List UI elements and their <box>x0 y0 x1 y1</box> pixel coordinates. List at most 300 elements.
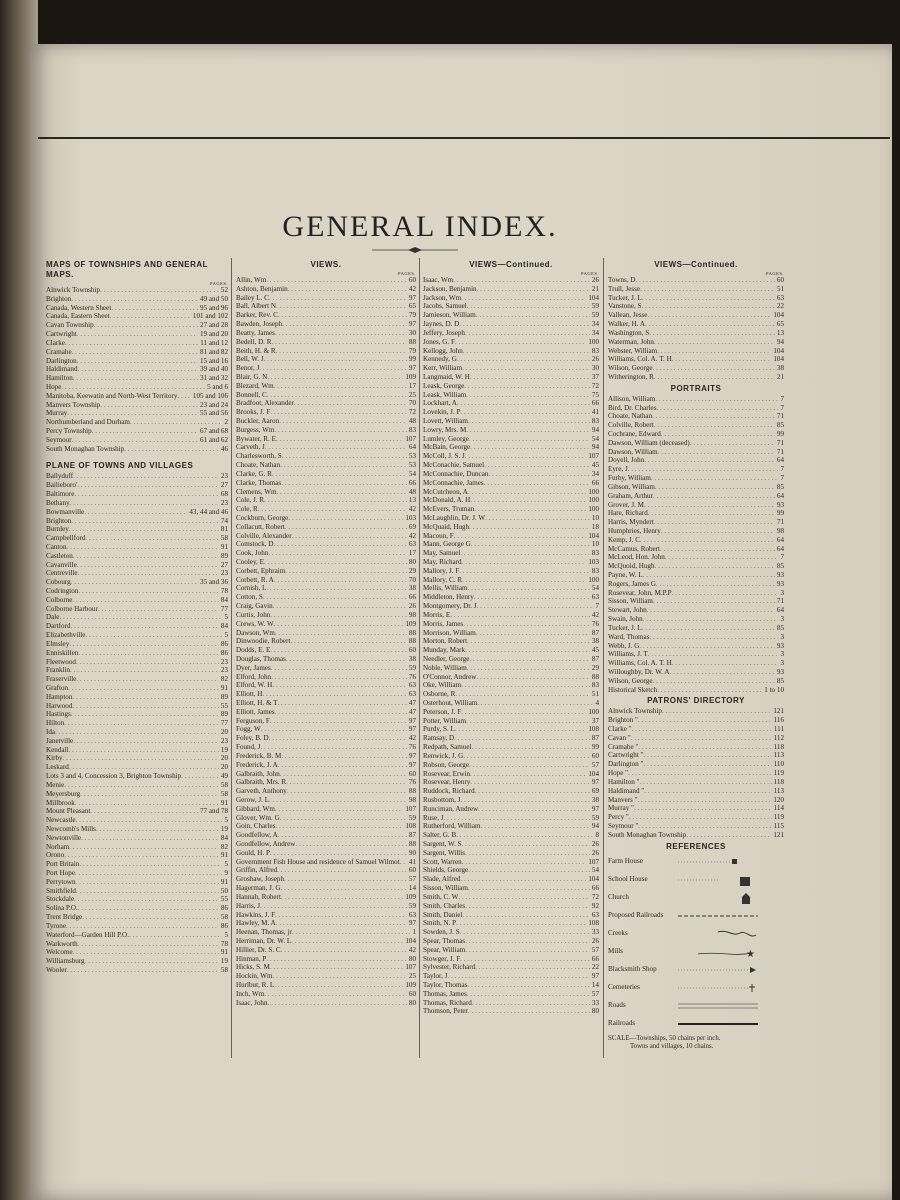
entry-page: 7 <box>780 553 784 562</box>
entry-name: Grafton <box>46 683 69 692</box>
entry-name: Meyersburg <box>46 789 81 798</box>
entry-page: 57 <box>591 945 599 954</box>
entry-page: 64 <box>776 606 784 615</box>
entry-name: Doyell, John <box>608 456 645 465</box>
entry-name: Cobourg <box>46 578 71 587</box>
entry-name: Colville, Alexander <box>236 531 292 540</box>
entry-name: Galbraith, Mrs. R <box>236 778 287 787</box>
entry-name: Vallean, Jesse <box>608 311 648 320</box>
leader-dots <box>286 778 407 787</box>
leader-dots <box>469 523 590 532</box>
leader-dots <box>260 743 406 752</box>
leader-dots <box>270 717 407 726</box>
entry-name: McConnachie, Duncan <box>423 469 489 478</box>
leader-dots <box>453 276 590 285</box>
leader-dots <box>266 584 407 593</box>
entry-name: Washington, S <box>608 328 650 337</box>
entry-page: 78 <box>220 587 228 595</box>
entry-name: Kirby <box>46 754 63 763</box>
leader-dots <box>73 472 219 481</box>
entry-name: Sargent, Willis <box>423 848 466 857</box>
index-entry <box>608 597 784 606</box>
entry-page: 109 <box>405 372 416 381</box>
entry-page: 60 <box>408 989 416 998</box>
entry-name: Cochrane, Edward <box>608 430 661 438</box>
index-entry <box>236 911 416 920</box>
entry-page: 58 <box>220 780 228 789</box>
index-entry <box>236 426 416 435</box>
index-entry <box>236 532 416 541</box>
leader-dots <box>73 737 219 746</box>
leader-dots <box>275 822 403 831</box>
entry-page: 97 <box>408 725 416 734</box>
entry-name: Morrison, William <box>423 628 476 637</box>
entry-name: Dawson, William <box>608 447 658 456</box>
entry-name: Rutherford, William <box>423 822 481 831</box>
index-entry <box>46 666 228 675</box>
entry-name: Cavan Township <box>46 321 94 330</box>
entry-name: Sargent, W. S <box>423 840 462 848</box>
entry-name: Graham, Arthur <box>608 491 653 500</box>
entry-name: McConnachie, James <box>423 478 484 487</box>
leader-dots <box>272 470 407 479</box>
entry-page: 72 <box>591 381 599 390</box>
index-entry <box>608 448 784 457</box>
entry-page: 53 <box>408 452 416 461</box>
leader-dots <box>67 966 219 975</box>
entry-name: Colborne Harbour <box>46 604 98 613</box>
index-entry <box>236 734 416 743</box>
entry-page: 3 <box>780 615 784 624</box>
entry-name: Bawden, Joseph <box>236 320 283 329</box>
entry-name: Colville, Robert <box>608 421 654 430</box>
entry-page: 5 <box>224 631 228 640</box>
entry-page: 68 <box>220 490 228 499</box>
entry-page: 74 <box>220 516 228 525</box>
entry-name: Thomson, Peter <box>423 1007 468 1016</box>
leader-dots <box>461 708 586 717</box>
leader-dots <box>275 708 407 717</box>
leader-dots <box>468 488 586 497</box>
entry-page: 60 <box>408 769 416 778</box>
leader-dots <box>73 948 219 957</box>
index-entry <box>423 620 599 629</box>
index-entry <box>236 470 416 479</box>
title-flourish <box>370 246 460 254</box>
entry-name: O'Connor, Andrew <box>423 672 477 681</box>
index-entry <box>236 840 416 849</box>
index-entry <box>46 693 228 702</box>
entry-page: 65 <box>776 320 784 329</box>
leader-dots <box>266 276 407 285</box>
index-entry <box>608 285 784 294</box>
entry-name: Dawson, William (deceased) <box>608 438 690 447</box>
leader-dots <box>462 911 589 920</box>
entry-page: 57 <box>591 760 599 769</box>
entry-page: 14 <box>591 981 599 989</box>
entry-name: Found, J <box>236 743 261 752</box>
entry-name: Bedell, D. R <box>236 337 272 346</box>
entry-name: Clarke, G. R <box>236 469 272 478</box>
entry-page: 23 <box>220 569 228 578</box>
entry-page: 94 <box>776 337 784 346</box>
index-entry <box>46 675 228 684</box>
index-entry <box>46 409 228 418</box>
entry-name: Frederick, J. A <box>236 760 278 769</box>
index-entry <box>46 719 228 728</box>
index-entry <box>423 347 599 356</box>
leader-dots <box>640 285 775 294</box>
index-entry <box>46 913 228 922</box>
entry-page: 14 <box>408 884 416 893</box>
entry-page: 21 <box>591 284 599 293</box>
index-entry <box>608 580 784 589</box>
leader-dots <box>484 479 590 488</box>
leader-dots <box>278 311 407 320</box>
entry-page: 48 <box>408 487 416 496</box>
leader-dots <box>70 666 219 675</box>
leader-dots <box>74 490 219 499</box>
leader-dots <box>644 456 775 465</box>
leader-dots <box>468 884 590 893</box>
index-entry <box>46 401 228 410</box>
entry-page: 93 <box>776 579 784 588</box>
entry-page: 63 <box>408 910 416 919</box>
entry-name: Scott, Warren <box>423 857 462 866</box>
entry-page: 88 <box>591 672 599 681</box>
entry-page: 46 <box>220 444 228 453</box>
entry-name: Blezard, Wm <box>236 381 274 390</box>
entry-name: Port Hope <box>46 869 75 877</box>
leader-dots <box>77 330 198 339</box>
index-entry <box>46 383 228 392</box>
index-entry <box>236 584 416 593</box>
index-entry <box>423 461 599 470</box>
leader-dots <box>295 840 406 849</box>
index-entry <box>236 831 416 840</box>
index-entry <box>236 805 416 814</box>
index-entry <box>236 664 416 673</box>
entry-name: Hannah, Robert <box>236 892 281 901</box>
leader-dots <box>470 443 590 452</box>
entry-name: Carveth, J <box>236 443 265 452</box>
index-entry <box>236 778 416 787</box>
index-entry <box>46 940 228 949</box>
school-house-symbol-icon <box>678 873 758 887</box>
entry-name: Oke, William <box>423 681 462 690</box>
entry-name: Morton, Robert <box>423 637 468 646</box>
leader-dots <box>285 523 407 532</box>
entry-page: 84 <box>220 833 228 842</box>
entry-name: Hamilton <box>46 374 73 383</box>
leader-dots <box>460 549 590 558</box>
entry-name: Bowmanville <box>46 507 85 516</box>
entry-name: McColl, J. S. J <box>423 452 465 461</box>
entry-page: 105 and 106 <box>192 391 228 400</box>
entry-page: 79 <box>408 311 416 320</box>
entry-page: 57 <box>591 989 599 998</box>
index-entry <box>236 452 416 461</box>
farm-house-symbol-icon <box>678 859 738 865</box>
index-entry <box>236 505 416 514</box>
entry-page: 60 <box>408 646 416 655</box>
entry-page: 99 <box>776 509 784 518</box>
leader-dots <box>79 860 222 869</box>
leader-dots <box>657 347 771 356</box>
index-entry <box>46 843 228 852</box>
entry-page: 31 and 32 <box>200 374 228 383</box>
entry-name: Seymour " <box>608 821 639 830</box>
entry-name: Trent Bridge <box>46 913 83 922</box>
index-entry <box>608 716 784 725</box>
top-border-rule <box>38 137 890 139</box>
leader-dots <box>181 772 219 781</box>
entry-name: Manvers Township <box>46 400 101 409</box>
entry-page: 76 <box>408 743 416 752</box>
leader-dots <box>72 596 219 605</box>
entry-name: Sisson, William <box>423 884 468 893</box>
column-views-portraits-patrons <box>608 258 784 1051</box>
section-heading-maps: MAPS OF TOWNSHIPS AND GENERAL MAPS. <box>46 260 208 279</box>
leader-dots <box>654 373 775 382</box>
entry-name: Alnwick Township <box>608 707 662 716</box>
leader-dots <box>77 481 219 490</box>
entry-page: 3 <box>780 588 784 597</box>
entry-name: McQuoid, Hugh <box>608 562 655 571</box>
index-entry <box>236 435 416 444</box>
index-entry <box>423 990 599 999</box>
index-entry <box>236 602 416 611</box>
entry-page: 98 <box>408 795 416 804</box>
entry-page: 29 <box>591 663 599 672</box>
entry-page: 82 <box>220 842 228 851</box>
index-entry <box>608 804 784 813</box>
entry-page: 88 <box>408 337 416 346</box>
entry-name: Douglas, Thomas <box>236 654 286 663</box>
index-entry <box>423 946 599 955</box>
leader-dots <box>282 320 407 329</box>
entry-name: Ramsay, D <box>423 734 455 743</box>
index-entry <box>423 919 599 928</box>
index-entry <box>608 624 784 633</box>
entry-page: 110 <box>773 760 784 769</box>
entry-name: Fleetwood <box>46 657 76 666</box>
entry-page: 3 <box>780 650 784 659</box>
views-continued-list-2 <box>608 276 784 382</box>
index-entry <box>608 311 784 320</box>
entry-name: Groshaw, Joseph <box>236 875 285 884</box>
leader-dots <box>269 734 407 743</box>
entry-name: Solina P.O. <box>46 904 78 913</box>
index-entry <box>236 338 416 347</box>
entry-name: Peterson, J. F <box>423 707 462 716</box>
index-entry <box>423 699 599 708</box>
leader-dots <box>468 584 590 593</box>
index-entry <box>608 492 784 501</box>
index-entry <box>423 911 599 920</box>
index-entry <box>608 734 784 743</box>
entry-name: Cartwright " <box>608 751 644 760</box>
entry-name: Bell, W. J <box>236 355 264 364</box>
entry-name: Eyre, J <box>608 465 628 474</box>
entry-page: 27 <box>220 481 228 490</box>
leader-dots <box>69 763 219 772</box>
index-entry <box>236 893 416 902</box>
road-symbol-icon <box>678 1002 758 1010</box>
entry-page: 7 <box>595 602 599 611</box>
railroad-symbol-icon <box>678 1021 758 1027</box>
leader-dots <box>274 620 404 629</box>
maps-list <box>46 286 228 453</box>
leader-dots <box>458 893 590 902</box>
entry-page: 64 <box>776 535 784 544</box>
leader-dots <box>259 364 407 373</box>
index-entry <box>423 470 599 479</box>
entry-name: Leskard <box>46 763 69 772</box>
leader-dots <box>462 558 587 567</box>
entry-page: 118 <box>773 742 784 751</box>
index-entry <box>423 399 599 408</box>
entry-page: 104 <box>588 531 599 540</box>
entry-page: 86 <box>220 639 228 648</box>
index-entry <box>423 593 599 602</box>
entry-name: Curtis, John <box>236 610 271 619</box>
leader-dots <box>274 382 407 391</box>
leader-dots <box>649 633 778 642</box>
entry-page: 81 <box>220 525 228 534</box>
entry-page: 86 <box>220 904 228 913</box>
entry-page: 63 <box>776 293 784 302</box>
index-entry <box>236 717 416 726</box>
leader-dots <box>635 276 774 285</box>
entry-page: 38 <box>776 364 784 373</box>
index-entry <box>608 562 784 571</box>
index-entry <box>236 629 416 638</box>
index-entry <box>236 620 416 629</box>
entry-page: 13 <box>776 328 784 337</box>
leader-dots <box>639 642 775 651</box>
leader-dots <box>271 338 406 347</box>
entry-name: Fraserville <box>46 675 77 684</box>
entry-name: McLaughlin, Dr. J. W <box>423 513 486 522</box>
index-entry <box>423 479 599 488</box>
entry-name: Robson, George <box>423 760 469 769</box>
index-entry <box>46 763 228 772</box>
leader-dots <box>274 426 407 435</box>
entry-page: 58 <box>220 534 228 543</box>
leader-dots <box>467 302 590 311</box>
leader-dots <box>484 461 590 470</box>
entry-page: 60 <box>776 276 784 284</box>
entry-name: Harwood <box>46 701 73 710</box>
leader-dots <box>472 999 590 1008</box>
index-entry <box>46 436 228 445</box>
entry-page: 71 <box>776 447 784 456</box>
leader-dots <box>294 399 407 408</box>
entry-name: Blair, G. N <box>236 372 268 381</box>
leader-dots <box>270 611 407 620</box>
entry-name: Hinman, P <box>236 954 267 963</box>
entry-name: Goin, Charles <box>236 822 276 831</box>
index-entry <box>608 483 784 492</box>
entry-name: Codrington <box>46 587 79 595</box>
entry-name: Spear, William <box>423 945 466 954</box>
entry-name: Wilson, George <box>608 676 653 685</box>
entry-page: 104 <box>773 311 784 320</box>
pages-label: PAGES. <box>581 271 599 276</box>
leader-dots <box>292 928 411 937</box>
legend-blacksmith-shop: Blacksmith Shop <box>608 961 784 979</box>
entry-name: Smithfield <box>46 886 76 895</box>
index-entry <box>608 760 784 769</box>
entry-page: 50 <box>220 886 228 895</box>
entry-page: 58 <box>220 913 228 922</box>
entry-page: 33 <box>591 998 599 1007</box>
leader-dots <box>273 540 406 549</box>
index-entry <box>423 311 599 320</box>
entry-name: Willoughby, Dr. W. A <box>608 667 670 676</box>
index-entry <box>423 338 599 347</box>
leader-dots <box>460 955 590 964</box>
entry-page: 108 <box>588 919 599 928</box>
entry-page: 116 <box>773 716 784 725</box>
entry-page: 22 <box>776 302 784 311</box>
entry-name: Allison, William <box>608 394 656 403</box>
legend-church: Church <box>608 889 784 907</box>
index-entry <box>236 611 416 620</box>
entry-page: 97 <box>408 716 416 725</box>
index-entry <box>46 895 228 904</box>
leader-dots <box>465 849 590 858</box>
entry-page: 91 <box>220 851 228 860</box>
entry-page: 99 <box>776 430 784 438</box>
entry-page: 1 to 10 <box>764 685 784 694</box>
entry-name: Salter, G. B <box>423 831 457 840</box>
section-heading-views-continued: VIEWS—Continued. <box>469 260 553 269</box>
leader-dots <box>647 606 775 615</box>
entry-page: 71 <box>776 597 784 606</box>
leader-dots <box>85 631 222 640</box>
entry-name: Redpath, Samuel <box>423 743 472 752</box>
entry-page: 69 <box>591 787 599 796</box>
entry-name: Cole, J. R <box>236 496 264 505</box>
index-entry <box>423 373 599 382</box>
entry-page: 7 <box>780 394 784 403</box>
leader-dots <box>275 911 407 920</box>
entry-page: 91 <box>220 542 228 551</box>
entry-page: 15 and 16 <box>200 356 228 365</box>
index-entry <box>423 884 599 893</box>
entry-name: Enniskillen <box>46 648 79 657</box>
leader-dots <box>262 690 407 699</box>
entry-name: Canton <box>46 542 67 551</box>
entry-page: 76 <box>408 672 416 681</box>
index-entry <box>608 364 784 373</box>
index-entry <box>46 622 228 631</box>
entry-page: 98 <box>776 526 784 535</box>
leader-dots <box>275 805 403 814</box>
index-entry <box>423 576 599 585</box>
index-entry <box>46 684 228 693</box>
entry-name: Alnwick Township <box>46 286 100 294</box>
entry-name: Williams, Col. A. T. H <box>608 659 672 668</box>
leader-dots <box>465 329 590 338</box>
entry-page: 77 <box>220 604 228 613</box>
leader-dots <box>477 285 590 294</box>
entry-name: Montgomery, Dr. J <box>423 602 477 611</box>
entry-name: Centreville <box>46 569 78 578</box>
leader-dots <box>644 501 775 510</box>
